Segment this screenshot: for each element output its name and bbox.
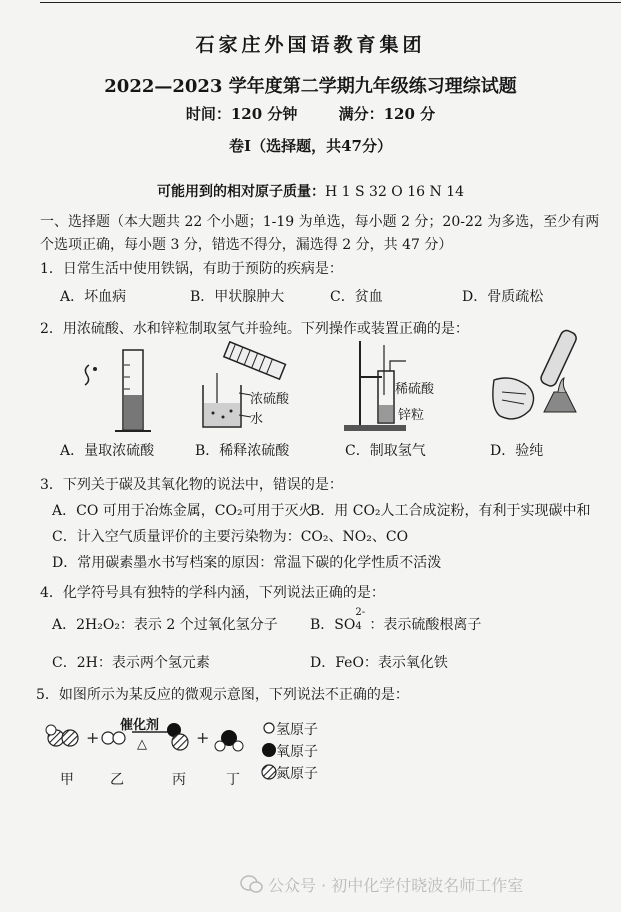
measuring-cylinder-figure: [75, 345, 165, 440]
atomic-mass-values: H 1 S 32 O 16 N 14: [324, 184, 465, 200]
q4-option-b-text: ：表示硫酸根离子: [369, 617, 482, 633]
sulfate-charge: 2-: [355, 607, 366, 618]
section-instructions: 一、选择题（本大题共 22 个小题；1-19 为单选，每小题 2 分；20-22 为多选，至少有两个选项正确，每小题 3 分，错选不得分，漏选得 2 分，共 47 分）: [40, 214, 600, 253]
q1-option-a: A．坏血病: [60, 289, 127, 305]
q3-stem: 3．下列关于碳及其氧化物的说法中，错误的是：: [40, 477, 343, 493]
top-rule: [40, 2, 621, 3]
label-conc-acid: 浓硫酸: [250, 392, 290, 407]
label-zinc: 锌粒: [398, 408, 425, 423]
q2-stem: 2．用浓硫酸、水和锌粒制取氢气并验纯。下列操作或装置正确的是：: [40, 321, 469, 337]
legend-hydrogen: 氢原子: [276, 722, 318, 738]
sulfate-subscript: 4: [355, 621, 362, 632]
q4-stem: 4．化学符号具有独特的学科内涵，下列说法正确的是：: [40, 585, 385, 601]
svg-text:+: +: [196, 728, 210, 747]
exam-time: 时间：120 分钟: [185, 105, 298, 123]
watermark-text: 公众号 · 初中化学付晓波名师工作室: [268, 876, 524, 895]
q2-caption-b: B．稀释浓硫酸: [195, 443, 290, 459]
reaction-diagram: [44, 712, 404, 782]
atomic-mass-label: 可能用到的相对原子质量：: [156, 184, 325, 200]
sulfate-formula: SO: [334, 617, 356, 633]
label-yi: 乙: [110, 772, 124, 788]
svg-text:+: +: [86, 728, 100, 747]
q4-option-b: [310, 607, 482, 634]
q3-option-d: D．常用碳素墨水书写档案的原因：常温下碳的化学性质不活泼: [52, 555, 442, 571]
label-bing: 丙: [172, 772, 186, 788]
q2-caption-d: D．验纯: [490, 443, 544, 459]
q4-option-c: C．2H：表示两个氢元素: [52, 655, 210, 671]
purity-test-figure: [480, 330, 590, 430]
exam-time-line: [0, 103, 621, 124]
q1-stem: 1．日常生活中使用铁锅，有助于预防的疾病是：: [40, 261, 343, 277]
q1-option-d: D．骨质疏松: [462, 289, 544, 305]
wechat-icon: [240, 874, 264, 894]
exam-title: 2022—2023 学年度第二学期九年级练习理综试题: [104, 76, 517, 97]
volume-title: 卷Ⅰ（选择题，共47分）: [229, 137, 392, 155]
catalyst-label: 催化剂: [120, 718, 160, 733]
q2-caption-a: A．量取浓硫酸: [60, 443, 155, 459]
legend-nitrogen: 氮原子: [276, 766, 318, 782]
org-title: 石家庄外国语教育集团: [195, 34, 426, 56]
q1-option-b: B．甲状腺肿大: [190, 289, 285, 305]
q5-stem: 5．如图所示为某反应的微观示意图，下列说法不正确的是：: [36, 687, 409, 703]
q4-option-d: D．FeO：表示氧化铁: [310, 655, 448, 671]
q3-option-a: A．CO 可用于冶炼金属，CO₂可用于灭火: [52, 503, 313, 519]
q3-option-b: B．用 CO₂人工合成淀粉，有利于实现碳中和: [310, 503, 591, 519]
q4-option-a: A．2H₂O₂：表示 2 个过氧化氢分子: [52, 617, 278, 633]
label-water: 水: [250, 412, 264, 427]
q2-caption-c: C．制取氢气: [345, 443, 426, 459]
exam-full-score: 满分：120 分: [338, 105, 436, 123]
heat-symbol: △: [137, 737, 147, 752]
legend-oxygen: 氧原子: [276, 744, 318, 760]
label-dilute-acid: 稀硫酸: [395, 382, 435, 397]
q1-option-c: C．贫血: [330, 289, 383, 305]
label-ding: 丁: [226, 772, 240, 788]
q3-option-c: C．计入空气质量评价的主要污染物为：CO₂、NO₂、CO: [52, 529, 409, 545]
q4-option-b-letter: B．: [310, 617, 335, 633]
label-jia: 甲: [60, 772, 74, 788]
atomic-mass-line: [0, 181, 621, 201]
